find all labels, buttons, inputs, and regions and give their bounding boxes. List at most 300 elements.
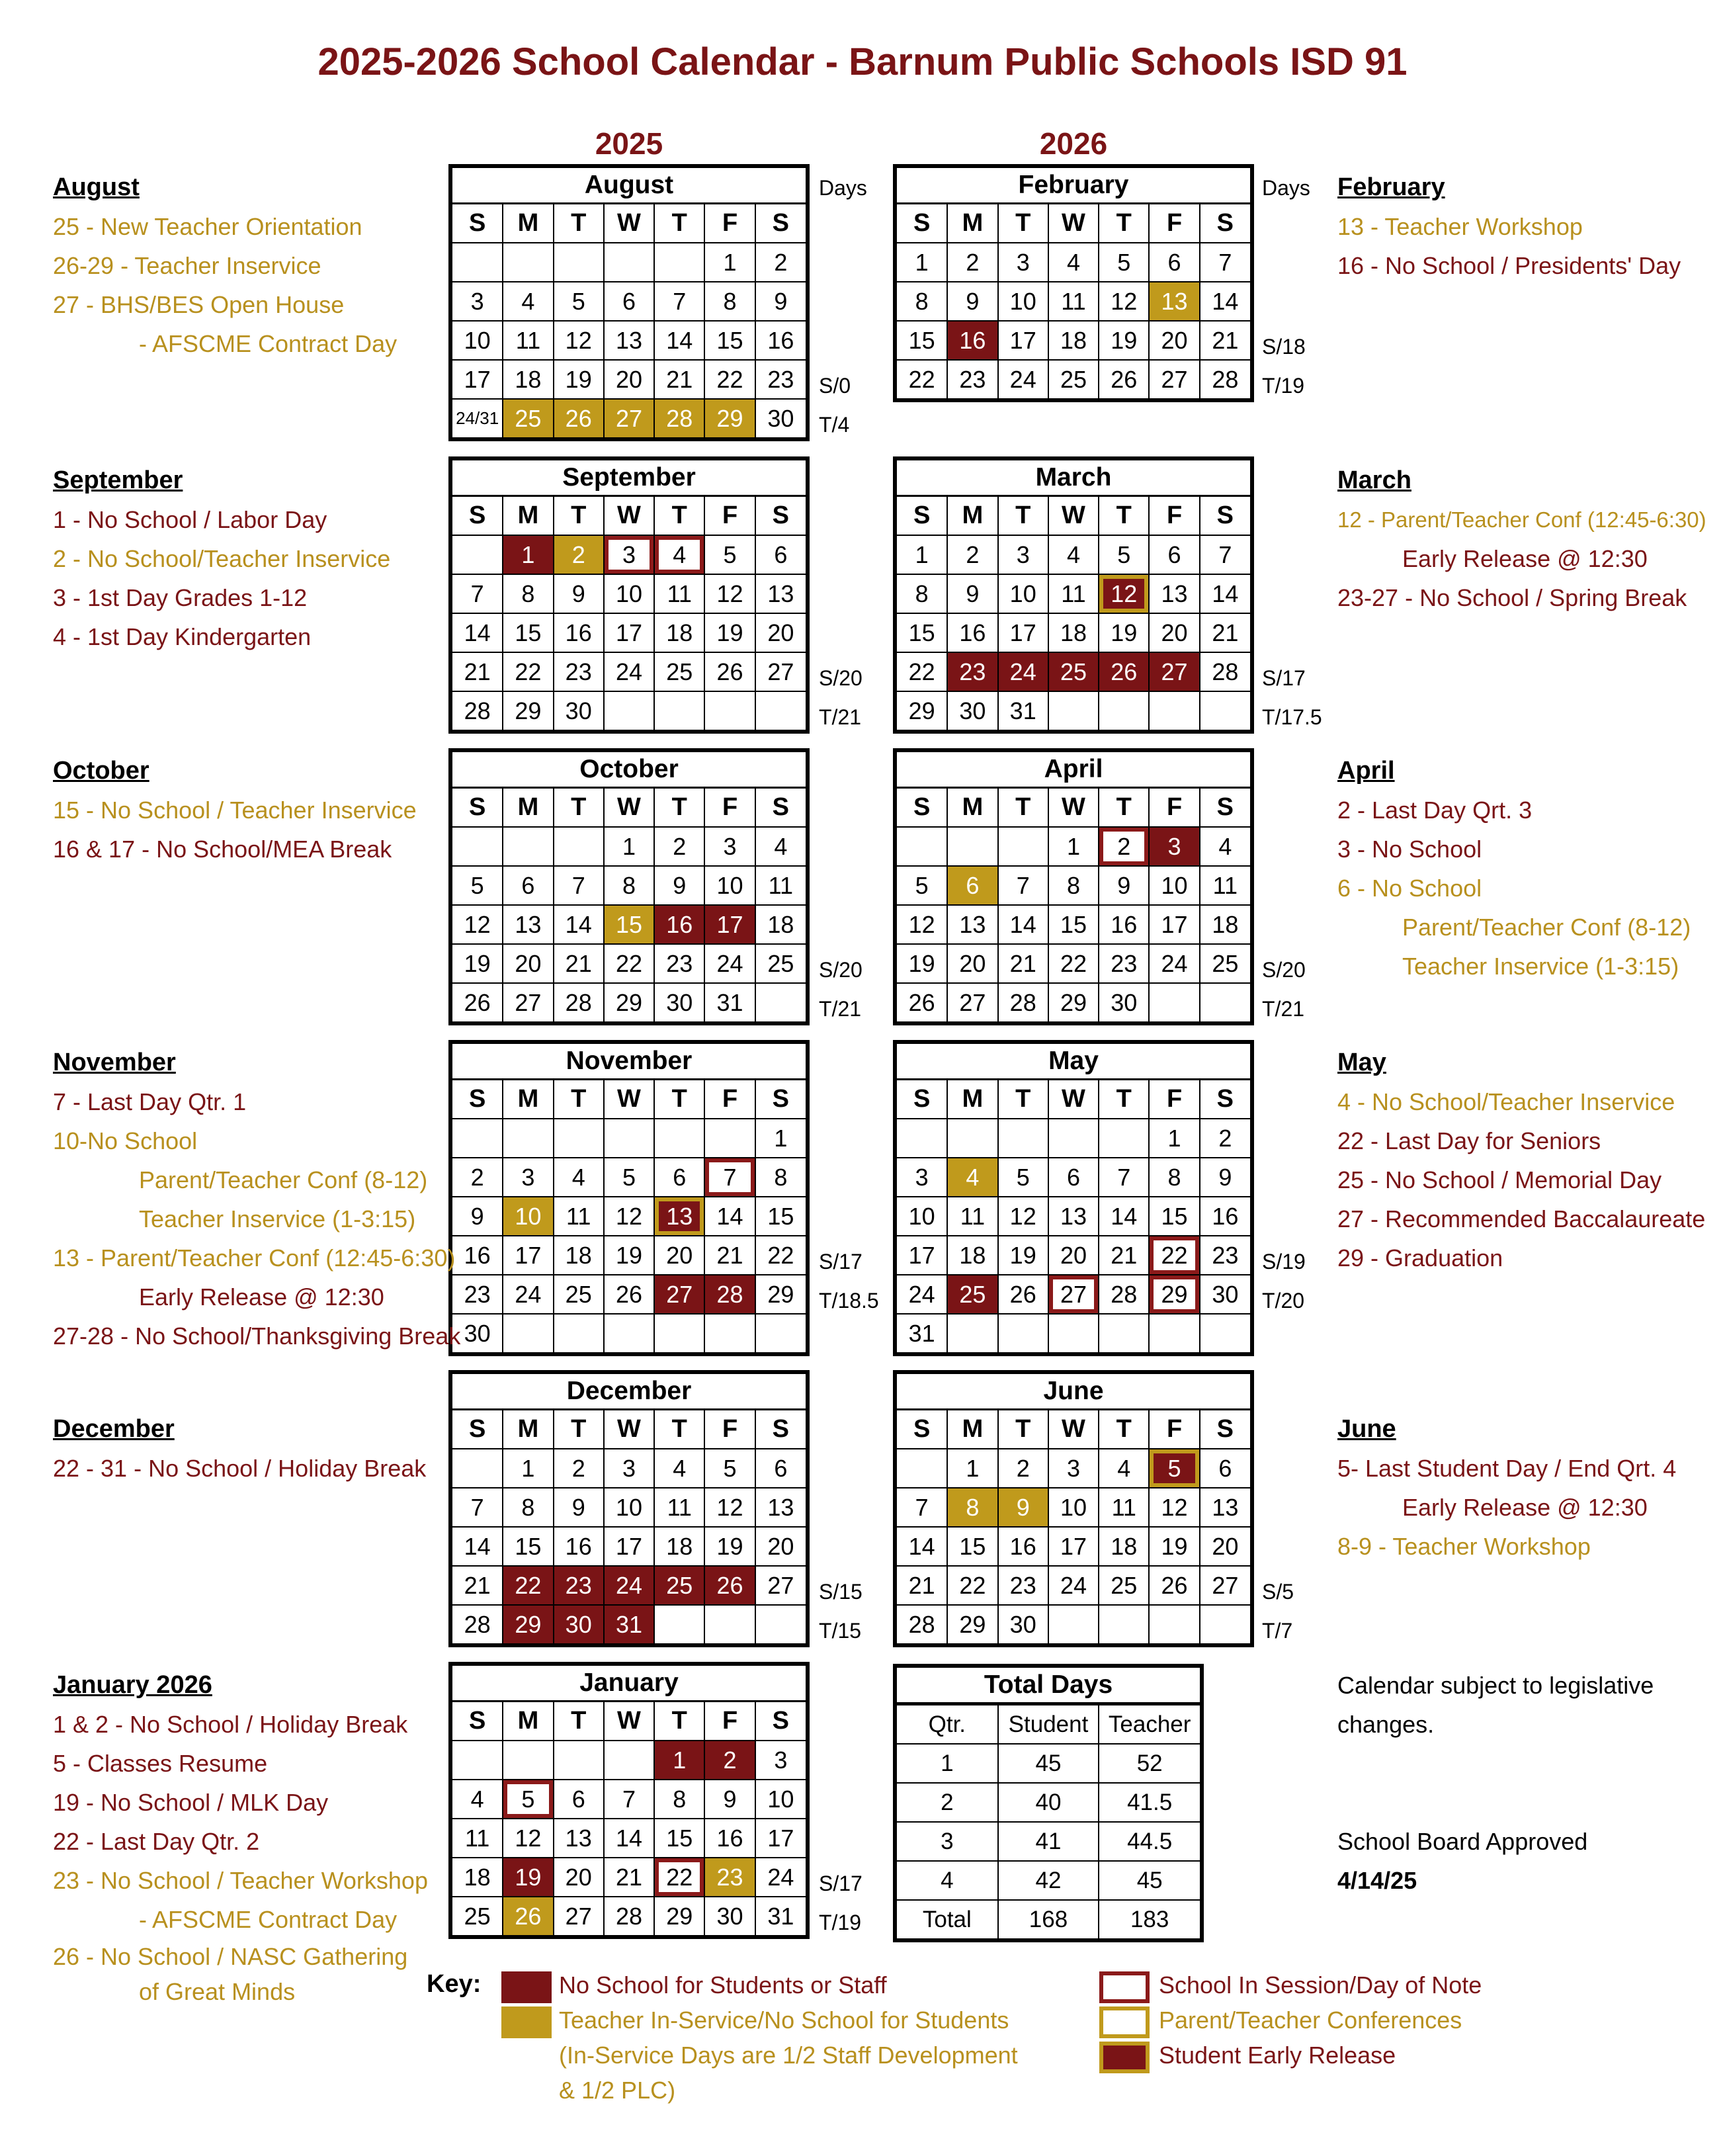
notes-december <box>53 1410 426 1488</box>
day-cell: 13 <box>755 1488 806 1527</box>
weekday-header: S <box>452 1080 503 1119</box>
days-label-left: Days <box>819 176 867 200</box>
day-cell: 23 <box>947 360 997 398</box>
day-cell: 10 <box>998 282 1048 321</box>
day-cell: 15 <box>897 321 947 360</box>
weekday-header: M <box>947 497 997 535</box>
day-cell: 2 <box>1099 827 1149 866</box>
total-days-title: Total Days <box>897 1668 1200 1704</box>
day-cell: 19 <box>604 1236 654 1275</box>
day-cell <box>554 827 604 866</box>
day-cell: 12 <box>554 321 604 360</box>
day-cell: 24 <box>604 1566 654 1605</box>
day-cell: 10 <box>503 1197 553 1236</box>
totals-cell: 45 <box>998 1744 1099 1783</box>
day-cell: 9 <box>998 1488 1048 1527</box>
day-cell: 17 <box>604 1527 654 1566</box>
day-cell <box>554 1314 604 1352</box>
day-cell: 8 <box>503 574 553 613</box>
day-cell: 18 <box>1200 905 1250 944</box>
weekday-header: T <box>554 204 604 243</box>
weekday-header: W <box>1048 204 1099 243</box>
day-cell: 23 <box>998 1566 1048 1605</box>
weekday-header: S <box>897 789 947 827</box>
day-cell: 2 <box>755 243 806 282</box>
day-cell: 3 <box>897 1158 947 1197</box>
day-cell: 16 <box>654 905 704 944</box>
day-cell: 20 <box>755 1527 806 1566</box>
day-cell: 16 <box>1099 905 1149 944</box>
day-cell: 22 <box>897 652 947 691</box>
weekday-header: F <box>704 204 755 243</box>
note-line: 8-9 - Teacher Workshop <box>1337 1533 1591 1560</box>
day-cell: 26 <box>998 1275 1048 1314</box>
day-cell: 8 <box>704 282 755 321</box>
day-cell: 4 <box>1200 827 1250 866</box>
day-cell: 22 <box>503 1566 553 1605</box>
day-cell: 26 <box>503 1897 553 1935</box>
day-cell: 9 <box>704 1780 755 1819</box>
day-cell: 15 <box>704 321 755 360</box>
day-cell: 16 <box>554 613 604 652</box>
day-cell: 28 <box>1200 652 1250 691</box>
notes-september <box>53 461 390 656</box>
totals-cell: 41 <box>998 1822 1099 1861</box>
day-cell: 21 <box>1200 613 1250 652</box>
note-line: 27 - BHS/BES Open House <box>53 291 345 318</box>
day-cell: 13 <box>947 905 997 944</box>
day-cell: 30 <box>947 691 997 730</box>
legislative-note-2: changes. <box>1337 1711 1435 1738</box>
day-cell: 6 <box>654 1158 704 1197</box>
note-line: 10-No School <box>53 1127 198 1154</box>
oct-student-days: S/20 <box>819 958 862 982</box>
day-cell: 8 <box>1149 1158 1199 1197</box>
day-cell: 11 <box>755 866 806 905</box>
weekday-header: F <box>1149 789 1199 827</box>
day-cell: 7 <box>1200 243 1250 282</box>
day-cell: 14 <box>704 1197 755 1236</box>
notes-may <box>1337 1043 1705 1277</box>
key-inservice-note-2: & 1/2 PLC) <box>559 2077 676 2104</box>
day-cell: 24 <box>604 652 654 691</box>
day-cell: 18 <box>503 360 553 399</box>
weekday-header: T <box>1099 497 1149 535</box>
day-cell: 18 <box>554 1236 604 1275</box>
weekday-header: M <box>947 1410 997 1449</box>
day-cell: 5 <box>503 1780 553 1819</box>
day-cell: 4 <box>1048 243 1099 282</box>
weekday-header: T <box>654 1410 704 1449</box>
day-cell: 2 <box>1200 1119 1250 1158</box>
day-cell: 24 <box>503 1275 553 1314</box>
weekday-header: M <box>503 789 553 827</box>
day-cell: 15 <box>604 905 654 944</box>
day-cell: 6 <box>604 282 654 321</box>
weekday-header: T <box>554 789 604 827</box>
day-cell: 20 <box>1149 613 1199 652</box>
day-cell: 13 <box>503 905 553 944</box>
day-cell: 24 <box>755 1858 806 1897</box>
weekday-header: S <box>755 1702 806 1741</box>
nov-student-days: S/17 <box>819 1250 862 1273</box>
day-cell: 11 <box>554 1197 604 1236</box>
day-cell: 28 <box>1200 360 1250 398</box>
day-cell: 5 <box>452 866 503 905</box>
day-cell: 31 <box>755 1897 806 1935</box>
day-cell: 28 <box>604 1897 654 1935</box>
day-cell: 18 <box>654 613 704 652</box>
day-cell: 27 <box>1149 360 1199 398</box>
dec-student-days: S/15 <box>819 1580 862 1604</box>
day-cell: 26 <box>1099 652 1149 691</box>
note-line: 27-28 - No School/Thanksgiving Break <box>53 1322 461 1350</box>
day-cell: 14 <box>897 1527 947 1566</box>
note-line: - AFSCME Contract Day <box>139 330 398 357</box>
day-cell <box>1149 1605 1199 1643</box>
day-cell: 19 <box>503 1858 553 1897</box>
day-cell: 1 <box>654 1741 704 1780</box>
notes-heading: October <box>53 757 149 785</box>
day-cell <box>554 243 604 282</box>
day-cell: 3 <box>704 827 755 866</box>
year-2026-heading: 2026 <box>1039 126 1108 161</box>
day-cell: 28 <box>998 983 1048 1021</box>
day-cell <box>1048 1119 1099 1158</box>
weekday-header: S <box>1200 1080 1250 1119</box>
day-cell: 12 <box>1149 1488 1199 1527</box>
day-cell: 31 <box>604 1605 654 1643</box>
day-cell: 26 <box>704 1566 755 1605</box>
key-swatch-inservice <box>501 2006 552 2038</box>
day-cell <box>755 1605 806 1643</box>
day-cell <box>503 1741 553 1780</box>
day-cell: 28 <box>554 983 604 1021</box>
day-cell: 25 <box>947 1275 997 1314</box>
day-cell: 8 <box>503 1488 553 1527</box>
weekday-header: M <box>947 789 997 827</box>
day-cell: 7 <box>1099 1158 1149 1197</box>
day-cell <box>503 1119 553 1158</box>
day-cell: 1 <box>604 827 654 866</box>
calendar-april <box>893 748 1254 1025</box>
day-cell: 29 <box>1048 983 1099 1021</box>
day-cell: 7 <box>452 574 503 613</box>
weekday-header: T <box>654 204 704 243</box>
day-cell <box>1200 1314 1250 1352</box>
day-cell: 3 <box>604 1449 654 1488</box>
weekday-header: S <box>755 1410 806 1449</box>
day-cell: 11 <box>654 1488 704 1527</box>
day-cell: 23 <box>947 652 997 691</box>
day-cell: 11 <box>1048 574 1099 613</box>
day-cell: 25 <box>503 399 553 437</box>
day-cell: 3 <box>998 535 1048 574</box>
day-cell: 10 <box>998 574 1048 613</box>
day-cell: 14 <box>452 1527 503 1566</box>
day-cell: 1 <box>503 1449 553 1488</box>
day-cell: 20 <box>1200 1527 1250 1566</box>
day-cell: 15 <box>1149 1197 1199 1236</box>
day-cell: 21 <box>897 1566 947 1605</box>
day-cell: 5 <box>704 535 755 574</box>
day-cell: 23 <box>704 1858 755 1897</box>
weekday-header: T <box>1099 204 1149 243</box>
day-cell: 23 <box>654 944 704 983</box>
notes-heading: November <box>53 1049 176 1076</box>
calendar-month-name: April <box>897 752 1250 789</box>
day-cell: 1 <box>947 1449 997 1488</box>
day-cell <box>452 1449 503 1488</box>
page-title: 2025-2026 School Calendar - Barnum Public Schools ISD 91 <box>317 40 1408 83</box>
weekday-header: W <box>604 497 654 535</box>
day-cell: 25 <box>654 652 704 691</box>
day-cell: 7 <box>452 1488 503 1527</box>
day-cell: 1 <box>897 243 947 282</box>
weekday-header: T <box>554 497 604 535</box>
weekday-header: S <box>897 1080 947 1119</box>
day-cell: 19 <box>1099 321 1149 360</box>
day-cell: 22 <box>503 652 553 691</box>
day-cell: 15 <box>1048 905 1099 944</box>
weekday-header: S <box>1200 789 1250 827</box>
note-line: 19 - No School / MLK Day <box>53 1789 329 1816</box>
day-cell: 12 <box>1099 282 1149 321</box>
day-cell: 16 <box>1200 1197 1250 1236</box>
day-cell <box>503 1314 553 1352</box>
day-cell: 25 <box>1099 1566 1149 1605</box>
note-line: 29 - Graduation <box>1337 1244 1503 1272</box>
day-cell: 17 <box>755 1819 806 1858</box>
totals-cell: 41.5 <box>1099 1783 1200 1822</box>
day-cell: 24/31 <box>452 399 503 437</box>
day-cell: 15 <box>503 613 553 652</box>
weekday-header: T <box>554 1702 604 1741</box>
weekday-header: S <box>755 497 806 535</box>
day-cell: 23 <box>554 1566 604 1605</box>
calendar-january <box>448 1662 810 1939</box>
weekday-header: S <box>1200 1410 1250 1449</box>
notes-march <box>1337 461 1706 617</box>
day-cell: 27 <box>1048 1275 1099 1314</box>
day-cell: 7 <box>897 1488 947 1527</box>
weekday-header: S <box>452 789 503 827</box>
weekday-header: T <box>654 1702 704 1741</box>
weekday-header: W <box>604 1080 654 1119</box>
day-cell: 7 <box>554 866 604 905</box>
weekday-header: W <box>604 1702 654 1741</box>
weekday-header: F <box>1149 1080 1199 1119</box>
calendar-month-name: January <box>452 1666 806 1702</box>
day-cell: 13 <box>755 574 806 613</box>
note-line: 22 - Last Day for Seniors <box>1337 1127 1601 1154</box>
day-cell: 13 <box>1149 574 1199 613</box>
day-cell: 27 <box>554 1897 604 1935</box>
note-line: 6 - No School <box>1337 875 1482 902</box>
day-cell: 12 <box>604 1197 654 1236</box>
day-cell: 27 <box>654 1275 704 1314</box>
day-cell: 20 <box>604 360 654 399</box>
totals-header: Teacher <box>1099 1705 1200 1744</box>
day-cell: 4 <box>654 1449 704 1488</box>
weekday-header: F <box>704 789 755 827</box>
day-cell: 20 <box>755 613 806 652</box>
day-cell: 15 <box>503 1527 553 1566</box>
day-cell: 24 <box>998 652 1048 691</box>
sep-teacher-days: T/21 <box>819 705 862 729</box>
weekday-header: S <box>755 789 806 827</box>
day-cell <box>755 983 806 1021</box>
day-cell: 13 <box>1048 1197 1099 1236</box>
note-line: 4 - No School/Teacher Inservice <box>1337 1088 1675 1115</box>
aug-teacher-days: T/4 <box>819 413 850 437</box>
day-cell: 16 <box>947 613 997 652</box>
weekday-header: T <box>1099 1080 1149 1119</box>
weekday-header: S <box>452 204 503 243</box>
notes-heading: February <box>1337 173 1445 201</box>
day-cell: 16 <box>554 1527 604 1566</box>
key-swatch-early-release <box>1099 2042 1150 2073</box>
day-cell: 1 <box>897 535 947 574</box>
day-cell: 22 <box>1048 944 1099 983</box>
notes-april <box>1337 752 1691 986</box>
note-line: 4 - 1st Day Kindergarten <box>53 623 312 650</box>
apr-teacher-days: T/21 <box>1262 997 1305 1021</box>
day-cell: 3 <box>998 243 1048 282</box>
day-cell: 22 <box>1149 1236 1199 1275</box>
notes-heading: May <box>1337 1049 1386 1076</box>
day-cell: 3 <box>503 1158 553 1197</box>
day-cell <box>1048 691 1099 730</box>
note-line: 13 - Teacher Workshop <box>1337 213 1583 240</box>
calendar-february <box>893 164 1254 402</box>
weekday-header: T <box>998 204 1048 243</box>
notes-january <box>53 1666 428 2009</box>
day-cell <box>704 1605 755 1643</box>
day-cell: 20 <box>554 1858 604 1897</box>
day-cell: 6 <box>947 866 997 905</box>
day-cell: 8 <box>897 282 947 321</box>
day-cell <box>947 827 997 866</box>
note-line: 12 - Parent/Teacher Conf (12:45-6:30) <box>1337 507 1706 532</box>
weekday-header: S <box>452 1410 503 1449</box>
notes-misc <box>1337 1666 1654 1900</box>
day-cell: 30 <box>554 1605 604 1643</box>
day-cell: 27 <box>1149 652 1199 691</box>
day-cell: 17 <box>897 1236 947 1275</box>
day-cell: 11 <box>452 1819 503 1858</box>
nov-teacher-days: T/18.5 <box>819 1289 879 1313</box>
day-cell <box>1149 1314 1199 1352</box>
totals-cell: 1 <box>897 1744 998 1783</box>
day-cell: 19 <box>452 944 503 983</box>
day-cell: 16 <box>452 1236 503 1275</box>
note-line: 3 - No School <box>1337 836 1482 863</box>
day-cell: 10 <box>755 1780 806 1819</box>
day-cell: 6 <box>503 866 553 905</box>
day-cell: 6 <box>554 1780 604 1819</box>
day-cell: 10 <box>1048 1488 1099 1527</box>
day-cell: 9 <box>947 574 997 613</box>
day-cell <box>947 1119 997 1158</box>
day-cell: 26 <box>704 652 755 691</box>
calendar-december <box>448 1370 810 1647</box>
day-cell: 31 <box>897 1314 947 1352</box>
day-cell <box>604 243 654 282</box>
feb-student-days: S/18 <box>1262 335 1306 359</box>
calendar-march <box>893 456 1254 734</box>
day-cell: 4 <box>1048 535 1099 574</box>
day-cell <box>604 1119 654 1158</box>
day-cell: 7 <box>654 282 704 321</box>
weekday-header: T <box>998 1080 1048 1119</box>
weekday-header: M <box>947 1080 997 1119</box>
day-cell: 15 <box>897 613 947 652</box>
note-line: 26-29 - Teacher Inservice <box>53 252 321 279</box>
day-cell: 27 <box>755 1566 806 1605</box>
day-cell <box>1149 983 1199 1021</box>
day-cell: 12 <box>998 1197 1048 1236</box>
day-cell: 4 <box>755 827 806 866</box>
day-cell: 30 <box>755 399 806 437</box>
calendar-september <box>448 456 810 734</box>
day-cell: 23 <box>1099 944 1149 983</box>
day-cell: 27 <box>604 399 654 437</box>
day-cell: 6 <box>755 535 806 574</box>
totals-cell: 168 <box>998 1900 1099 1938</box>
notes-november <box>53 1043 460 1356</box>
day-cell: 29 <box>604 983 654 1021</box>
note-line: 13 - Parent/Teacher Conf (12:45-6:30) <box>53 1244 456 1272</box>
weekday-header: M <box>947 204 997 243</box>
note-line: 7 - Last Day Qtr. 1 <box>53 1088 247 1115</box>
day-cell: 19 <box>1149 1527 1199 1566</box>
day-cell: 25 <box>1048 360 1099 398</box>
day-cell: 26 <box>604 1275 654 1314</box>
day-cell <box>1099 1119 1149 1158</box>
day-cell <box>897 1449 947 1488</box>
calendar-october <box>448 748 810 1025</box>
weekday-header: W <box>1048 1410 1099 1449</box>
feb-teacher-days: T/19 <box>1262 374 1305 398</box>
day-cell: 28 <box>654 399 704 437</box>
day-cell: 29 <box>503 691 553 730</box>
day-cell: 10 <box>604 1488 654 1527</box>
day-cell: 21 <box>452 652 503 691</box>
day-cell: 19 <box>704 1527 755 1566</box>
day-cell: 20 <box>1149 321 1199 360</box>
day-cell: 6 <box>1200 1449 1250 1488</box>
day-cell: 21 <box>604 1858 654 1897</box>
day-cell: 25 <box>1200 944 1250 983</box>
day-cell: 2 <box>998 1449 1048 1488</box>
day-cell: 4 <box>1099 1449 1149 1488</box>
day-cell: 3 <box>755 1741 806 1780</box>
year-2025-heading: 2025 <box>595 126 663 161</box>
day-cell <box>755 1314 806 1352</box>
day-cell: 10 <box>704 866 755 905</box>
day-cell: 11 <box>1200 866 1250 905</box>
notes-august <box>53 168 397 363</box>
day-cell: 26 <box>554 399 604 437</box>
totals-cell: 44.5 <box>1099 1822 1200 1861</box>
day-cell: 21 <box>704 1236 755 1275</box>
weekday-header: W <box>604 204 654 243</box>
day-cell: 30 <box>654 983 704 1021</box>
day-cell: 12 <box>503 1819 553 1858</box>
day-cell <box>897 827 947 866</box>
day-cell: 22 <box>604 944 654 983</box>
